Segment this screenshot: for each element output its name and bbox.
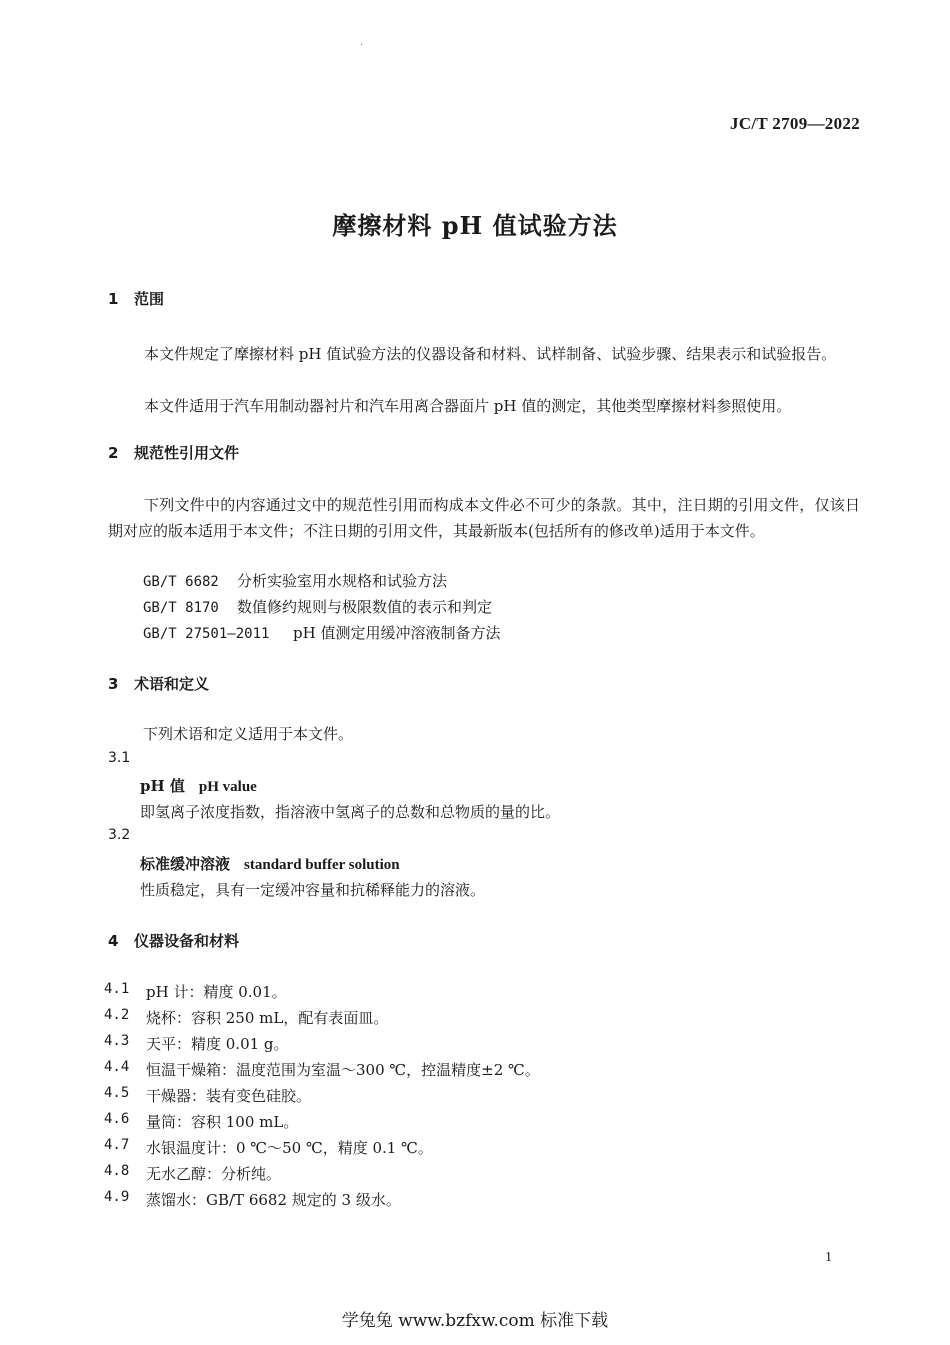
reference-code: GB/T 6682 [143, 574, 219, 590]
term-name-en: pH value [198, 779, 257, 795]
section-1-heading [108, 288, 164, 309]
term-number: 3.2 [108, 827, 131, 843]
item-text: 恒温干燥箱：温度范围为室温～300 ℃，控温精度±2 ℃。 [146, 1061, 540, 1079]
item-text: 干燥器：装有变色硅胶。 [146, 1087, 312, 1105]
item-number: 4.3 [104, 1033, 130, 1049]
document-title: 摩擦材料 pH 值试验方法 [332, 211, 618, 240]
section-4-heading [108, 930, 239, 951]
item-text: pH 计：精度 0.01。 [146, 983, 287, 1001]
section-title: 术语和定义 [134, 675, 210, 693]
scope-paragraph-1: 本文件规定了摩擦材料 pH 值试验方法的仪器设备和材料、试样制备、试验步骤、结果表示和试验报告。 [144, 345, 837, 363]
item-text: 水银温度计：0 ℃～50 ℃，精度 0.1 ℃。 [146, 1139, 433, 1157]
section-number: 1 [108, 290, 119, 308]
term-definition: 即氢离子浓度指数，指溶液中氢离子的总数和总物质的量的比。 [140, 803, 561, 821]
scope-paragraph-2: 本文件适用于汽车用制动器衬片和汽车用离合器面片 pH 值的测定，其他类型摩擦材料参照使用。 [144, 397, 792, 415]
item-text: 量筒：容积 100 mL。 [146, 1113, 299, 1131]
term-number: 3.1 [108, 750, 131, 766]
section-number: 3 [108, 675, 119, 693]
term-name-en: standard buffer solution [244, 857, 400, 873]
section-title: 范围 [134, 290, 165, 308]
section-title: 规范性引用文件 [134, 444, 240, 462]
term-name [140, 853, 400, 874]
term-name-cn: pH 值 [140, 777, 185, 795]
reference-title: 分析实验室用水规格和试验方法 [237, 572, 448, 590]
section-title: 仪器设备和材料 [134, 932, 240, 950]
reference-item [143, 570, 447, 591]
item-number: 4.1 [104, 981, 130, 997]
reference-item [143, 596, 492, 617]
item-number: 4.2 [104, 1007, 130, 1023]
item-number: 4.9 [104, 1189, 130, 1205]
reference-title: 数值修约规则与极限数值的表示和判定 [237, 598, 493, 616]
footer-watermark-link[interactable]: 学兔兔 www.bzfxw.com 标准下载 [341, 1311, 609, 1331]
section-2-heading [108, 442, 239, 463]
item-number: 4.4 [104, 1059, 130, 1075]
page-number: 1 [825, 1250, 832, 1265]
reference-title: pH 值测定用缓冲溶液制备方法 [293, 624, 501, 642]
item-text: 天平：精度 0.01 g。 [146, 1035, 289, 1053]
item-number: 4.6 [104, 1111, 130, 1127]
item-text: 蒸馏水：GB/T 6682 规定的 3 级水。 [146, 1191, 401, 1209]
term-name [140, 775, 257, 796]
section-3-heading [108, 673, 209, 694]
terms-intro: 下列术语和定义适用于本文件。 [143, 725, 354, 743]
reference-code: GB/T 8170 [143, 600, 219, 616]
references-intro: 下列文件中的内容通过文中的规范性引用而构成本文件必不可少的条款。其中，注日期的引用文件，仅该日期对应的版本适用于本文件；不注日期的引用文件，其最新版本(包括所有的修改单)适用于本文件。 [108, 496, 860, 540]
section-number: 2 [108, 444, 119, 462]
item-number: 4.5 [104, 1085, 130, 1101]
term-definition: 性质稳定，具有一定缓冲容量和抗稀释能力的溶液。 [140, 881, 486, 899]
term-name-cn: 标准缓冲溶液 [140, 855, 231, 873]
scan-speck: · [360, 40, 364, 51]
reference-code: GB/T 27501—2011 [143, 626, 270, 642]
section-number: 4 [108, 932, 119, 950]
item-text: 无水乙醇：分析纯。 [146, 1165, 282, 1183]
reference-item [143, 622, 500, 643]
item-text: 烧杯：容积 250 mL，配有表面皿。 [146, 1009, 389, 1027]
item-number: 4.7 [104, 1137, 130, 1153]
item-number: 4.8 [104, 1163, 130, 1179]
standard-code: JC/T 2709—2022 [730, 114, 860, 133]
